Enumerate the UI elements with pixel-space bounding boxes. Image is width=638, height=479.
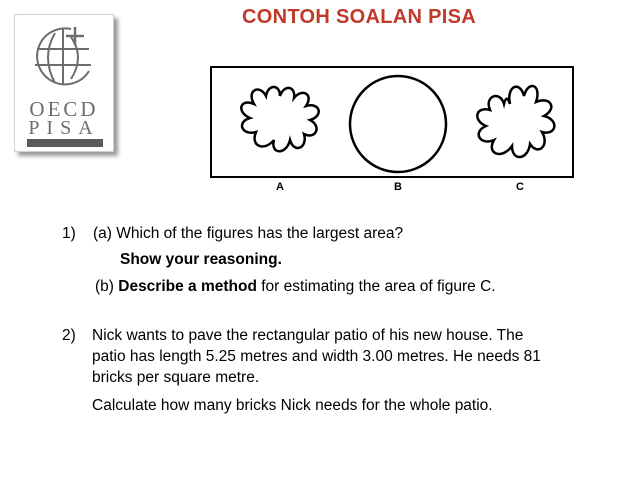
q1-part-b <box>95 276 496 297</box>
page-title: CONTOH SOALAN PISA <box>242 6 476 28</box>
figure-c-shape <box>477 86 554 157</box>
figure-label-b: B <box>394 181 402 193</box>
logo-caption-bar <box>27 139 103 147</box>
q2-number: 2) <box>62 327 76 344</box>
figure-label-a: A <box>276 181 284 193</box>
q1-part-b-rest: for estimating the area of figure C. <box>256 278 496 295</box>
figure-a-shape <box>241 87 318 151</box>
q2-line4: Calculate how many bricks Nick needs for the whole patio. <box>92 397 493 414</box>
q1-part-b-bold: Describe a method <box>118 278 257 295</box>
q1-part-a: (a) Which of the figures has the largest area? <box>93 225 404 242</box>
logo-pisa-text: PISA <box>28 117 100 139</box>
q2-line2: patio has length 5.25 metres and width 3.00 metres. He needs 81 <box>92 348 541 365</box>
figures-frame <box>211 67 573 177</box>
q1-number: 1) <box>62 225 76 242</box>
oecd-globe-icon <box>15 15 113 99</box>
q1-part-b-prefix: (b) <box>95 278 119 295</box>
logo-oecd-text: OECD <box>29 97 99 121</box>
q2-line3: bricks per square metre. <box>92 369 260 386</box>
q2-line1: Nick wants to pave the rectangular patio of his new house. The <box>92 327 524 344</box>
figure-label-c: C <box>516 181 524 193</box>
figures-illustration <box>210 66 580 194</box>
oecd-pisa-logo <box>14 14 114 152</box>
figure-b-shape <box>350 76 446 172</box>
q1-reasoning: Show your reasoning. <box>120 251 282 268</box>
